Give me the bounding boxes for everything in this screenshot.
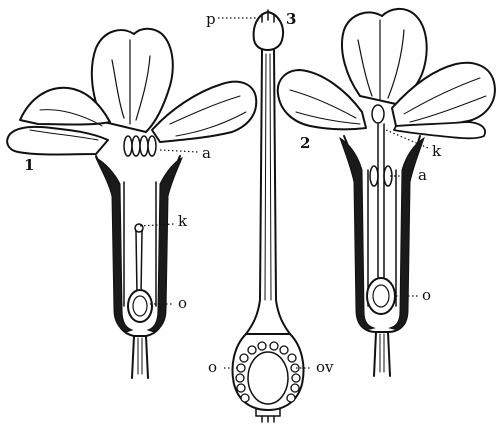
ovary-2: [367, 278, 395, 314]
label-a-right: a: [418, 166, 427, 184]
label-a-left: a: [202, 144, 211, 162]
label-p-center: p: [206, 10, 216, 28]
flower-section-1: [7, 29, 256, 378]
label-fig-2: 2: [300, 134, 311, 152]
stalk-2: [374, 332, 390, 376]
label-o-left: o: [178, 294, 188, 312]
stalk-1: [132, 336, 148, 378]
petal-left-1: [7, 127, 108, 155]
label-o-center: o: [208, 358, 218, 376]
calyx-left-1: [96, 158, 132, 332]
style-2: [378, 124, 384, 280]
ovary-1: [128, 290, 152, 322]
label-k-right: k: [432, 142, 442, 160]
label-o-right: o: [422, 286, 432, 304]
anther-2a: [370, 166, 378, 186]
flower-section-2: [278, 9, 495, 376]
calyx-right-1: [148, 158, 182, 332]
label-ov-center: ov: [316, 358, 334, 376]
style-1: [136, 226, 143, 294]
label-fig-3: 3: [286, 10, 297, 28]
anthers-1: [124, 136, 156, 156]
label-fig-1: 1: [24, 156, 35, 174]
label-k-left: k: [178, 212, 188, 230]
